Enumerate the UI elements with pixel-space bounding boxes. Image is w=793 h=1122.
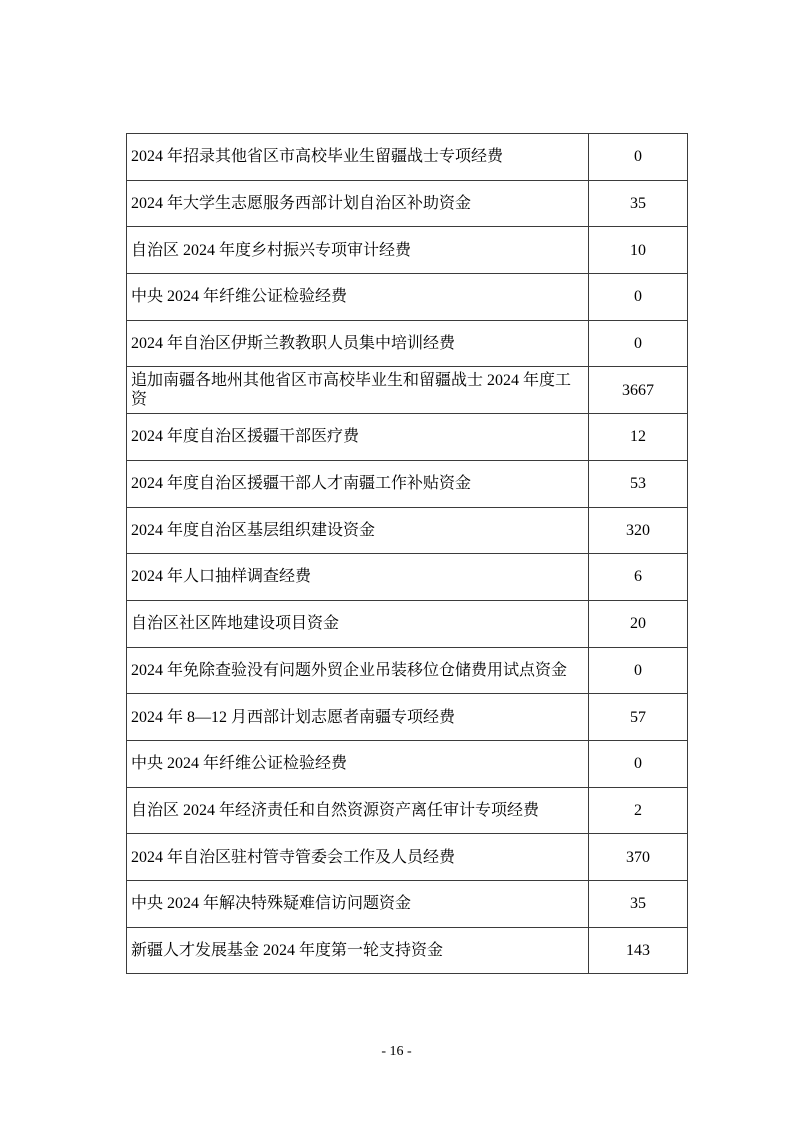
amount-cell: 0	[589, 134, 688, 181]
item-name-cell: 2024 年 8—12 月西部计划志愿者南疆专项经费	[127, 694, 589, 741]
item-name-cell: 2024 年度自治区援疆干部医疗费	[127, 414, 589, 461]
item-name-cell: 2024 年大学生志愿服务西部计划自治区补助资金	[127, 180, 589, 227]
item-name-cell: 2024 年招录其他省区市高校毕业生留疆战士专项经费	[127, 134, 589, 181]
amount-cell: 143	[589, 927, 688, 974]
table-row	[127, 600, 688, 647]
amount-cell: 35	[589, 881, 688, 928]
table-row	[127, 787, 688, 834]
item-name-cell: 自治区社区阵地建设项目资金	[127, 600, 589, 647]
budget-table-body	[127, 134, 688, 974]
amount-cell: 3667	[589, 367, 688, 414]
amount-cell: 370	[589, 834, 688, 881]
table-row	[127, 134, 688, 181]
budget-table	[126, 133, 688, 974]
item-name-cell: 新疆人才发展基金 2024 年度第一轮支持资金	[127, 927, 589, 974]
item-name-cell: 追加南疆各地州其他省区市高校毕业生和留疆战士 2024 年度工资	[127, 367, 589, 414]
item-name-cell: 中央 2024 年纤维公证检验经费	[127, 740, 589, 787]
item-name-cell: 2024 年度自治区基层组织建设资金	[127, 507, 589, 554]
table-row	[127, 927, 688, 974]
amount-cell: 0	[589, 320, 688, 367]
item-name-cell: 2024 年人口抽样调查经费	[127, 554, 589, 601]
item-name-cell: 2024 年自治区伊斯兰教教职人员集中培训经费	[127, 320, 589, 367]
table-row	[127, 180, 688, 227]
table-row	[127, 227, 688, 274]
amount-cell: 35	[589, 180, 688, 227]
item-name-cell: 中央 2024 年解决特殊疑难信访问题资金	[127, 881, 589, 928]
table-row	[127, 647, 688, 694]
item-name-cell: 2024 年度自治区援疆干部人才南疆工作补贴资金	[127, 460, 589, 507]
amount-cell: 12	[589, 414, 688, 461]
table-row	[127, 740, 688, 787]
table-row	[127, 320, 688, 367]
table-row	[127, 367, 688, 414]
item-name-cell: 自治区 2024 年度乡村振兴专项审计经费	[127, 227, 589, 274]
table-row	[127, 460, 688, 507]
item-name-cell: 2024 年自治区驻村管寺管委会工作及人员经费	[127, 834, 589, 881]
amount-cell: 57	[589, 694, 688, 741]
amount-cell: 53	[589, 460, 688, 507]
amount-cell: 0	[589, 647, 688, 694]
amount-cell: 0	[589, 274, 688, 321]
item-name-cell: 2024 年免除查验没有问题外贸企业吊装移位仓储费用试点资金	[127, 647, 589, 694]
table-row	[127, 554, 688, 601]
item-name-cell: 中央 2024 年纤维公证检验经费	[127, 274, 589, 321]
amount-cell: 2	[589, 787, 688, 834]
table-row	[127, 881, 688, 928]
amount-cell: 320	[589, 507, 688, 554]
amount-cell: 0	[589, 740, 688, 787]
page-number: - 16 -	[381, 1044, 412, 1059]
table-row	[127, 694, 688, 741]
table-row	[127, 274, 688, 321]
table-row	[127, 414, 688, 461]
amount-cell: 10	[589, 227, 688, 274]
table-row	[127, 834, 688, 881]
item-name-cell: 自治区 2024 年经济责任和自然资源资产离任审计专项经费	[127, 787, 589, 834]
amount-cell: 6	[589, 554, 688, 601]
amount-cell: 20	[589, 600, 688, 647]
table-row	[127, 507, 688, 554]
